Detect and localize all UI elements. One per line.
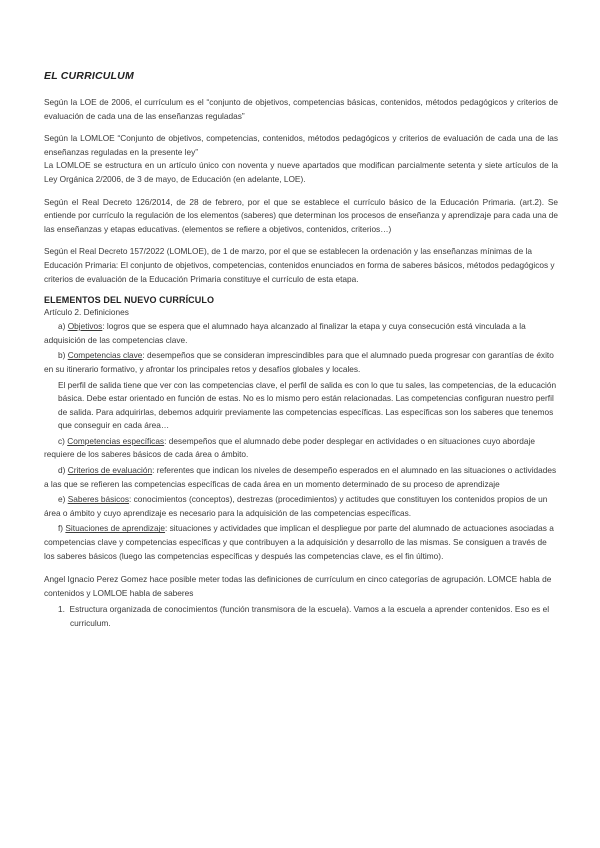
- item-term: Competencias clave: [67, 350, 143, 361]
- list-item: [44, 603, 558, 630]
- list-item-number: 1.: [58, 604, 65, 615]
- paragraph-lomloe-structure: La LOMLOE se estructura en un artículo único con noventa y nueve apartados que modifican parcialmente setenta y siete artículos de la Ley Orgánica 2/2006, de 3 de mayo, de Educación (en adelante, LOE).: [44, 160, 558, 184]
- categories-list: [44, 603, 558, 630]
- item-term: Situaciones de aprendizaje: [65, 523, 166, 534]
- item-term: Objetivos: [67, 321, 103, 332]
- item-text: : referentes que indican los niveles de desempeño esperados en el alumnado en las situaciones o actividades a las que se refieren las competencias específicas de cada área en un momento determinado de su proceso de aprendizaje: [44, 465, 557, 489]
- paragraph-perez-gomez: Angel Ignacio Perez Gomez hace posible meter todas las definiciones de currículum en cinco categorías de agrupación. LOMCE habla de contenidos y LOMLOE habla de saberes: [44, 574, 552, 598]
- item-text: : conocimientos (conceptos), destrezas (procedimientos) y actitudes que constituyen los contenidos propios de un área o ámbito y cuyo aprendizaje es necesario para la adquisición de las competencias específicas.: [44, 494, 548, 518]
- item-term: Criterios de evaluación: [67, 465, 153, 476]
- item-label: f): [58, 523, 64, 534]
- paragraph-rd-157-2022: Según el Real Decreto 157/2022 (LOMLOE), de 1 de marzo, por el que se establecen la ordenación y las enseñanzas mínimas de la Educación Primaria: El conjunto de objetivos, competencias, contenidos enunciados en forma de saberes básicos, métodos pedagógicos y criterios de evaluación de la Educación Primaria constituye el currículo de esta etapa.: [44, 246, 555, 284]
- item-text: : desempeños que se consideran imprescindibles para que el alumnado pueda progresar con garantías de éxito en su itinerario formativo, y afrontar los principales retos y desafíos globales y locales.: [44, 350, 554, 374]
- paragraph-lomloe-definition: Según la LOMLOE “Conjunto de objetivos, competencias, contenidos, métodos pedagógicos y criterios de evaluación de cada una de las enseñanzas reguladas en la presente ley”: [44, 133, 558, 157]
- section-heading: ELEMENTOS DEL NUEVO CURRÍCULO: [44, 295, 215, 306]
- list-item-text: Estructura organizada de conocimientos (función transmisora de la escuela). Vamos a la escuela a aprender contenidos. Eso es el curriculum.: [69, 604, 550, 628]
- paragraph-loe-definition: Según la LOE de 2006, el currículum es el “conjunto de objetivos, competencias básicas, contenidos, métodos pedagógicos y criterios de evaluación de cada una de las enseñanzas reguladas”: [44, 97, 558, 121]
- document-title: EL CURRICULUM: [44, 70, 134, 82]
- perfil-salida-note: El perfil de salida tiene que ver con las competencias clave, el perfil de salida es con lo que tu sales, las competencias, de la educación básica. Debe estar orientado en función de estas. No es lo mismo pero están relacionadas. Las competencias configuran nuestro perfil de salida. Para adquirirlas, debemos adquirir previamente las competencias específicas. Las específicas son los saberes que tenemos que conseguir en cada área…: [58, 379, 557, 431]
- item-text: : situaciones y actividades que implican el despliegue por parte del alumnado de actuaciones asociadas a competencias clave y competencias específicas y que contribuyen a la adquisición y desarrollo de las mismas. Se consiguen a través de los saberes básicos (luego las competencias específicas y después las competencias clave, es el fin último).: [44, 523, 554, 561]
- definition-item-competencias-especificas: [44, 435, 558, 462]
- item-label: c): [58, 435, 65, 446]
- definition-item-competencias-clave: [44, 349, 558, 376]
- item-term: Competencias específicas: [67, 435, 165, 446]
- definition-item-saberes-basicos: [44, 493, 558, 520]
- paragraph-rd-126-2014: Según el Real Decreto 126/2014, de 28 de febrero, por el que se establece el currículo básico de la Educación Primaria. (art.2). Se entiende por currículo la regulación de los elementos (saberes) que determinan los procesos de enseñanza y aprendizaje para cada una de las enseñanzas y etapas educativas. (elementos se refiere a objetivos, contenidos, criterios…): [44, 196, 558, 234]
- item-text: : logros que se espera que el alumnado haya alcanzado al finalizar la etapa y cuya consecución está vinculada a la adquisición de las competencias clave.: [44, 321, 526, 345]
- item-label: a): [58, 321, 66, 332]
- definition-item-situaciones-aprendizaje: [44, 522, 558, 563]
- section-subheading: Artículo 2. Definiciones: [44, 307, 129, 318]
- definition-item-criterios-evaluacion: [44, 464, 558, 491]
- item-term: Saberes básicos: [67, 494, 130, 505]
- definition-item-objetivos: [44, 320, 558, 347]
- item-label: e): [58, 494, 66, 505]
- item-label: d): [58, 465, 66, 476]
- item-text: : desempeños que el alumnado debe poder desplegar en actividades o en situaciones cuyo abordaje requiere de los saberes básicos de cada área o ámbito.: [44, 435, 535, 460]
- item-label: b): [58, 350, 66, 361]
